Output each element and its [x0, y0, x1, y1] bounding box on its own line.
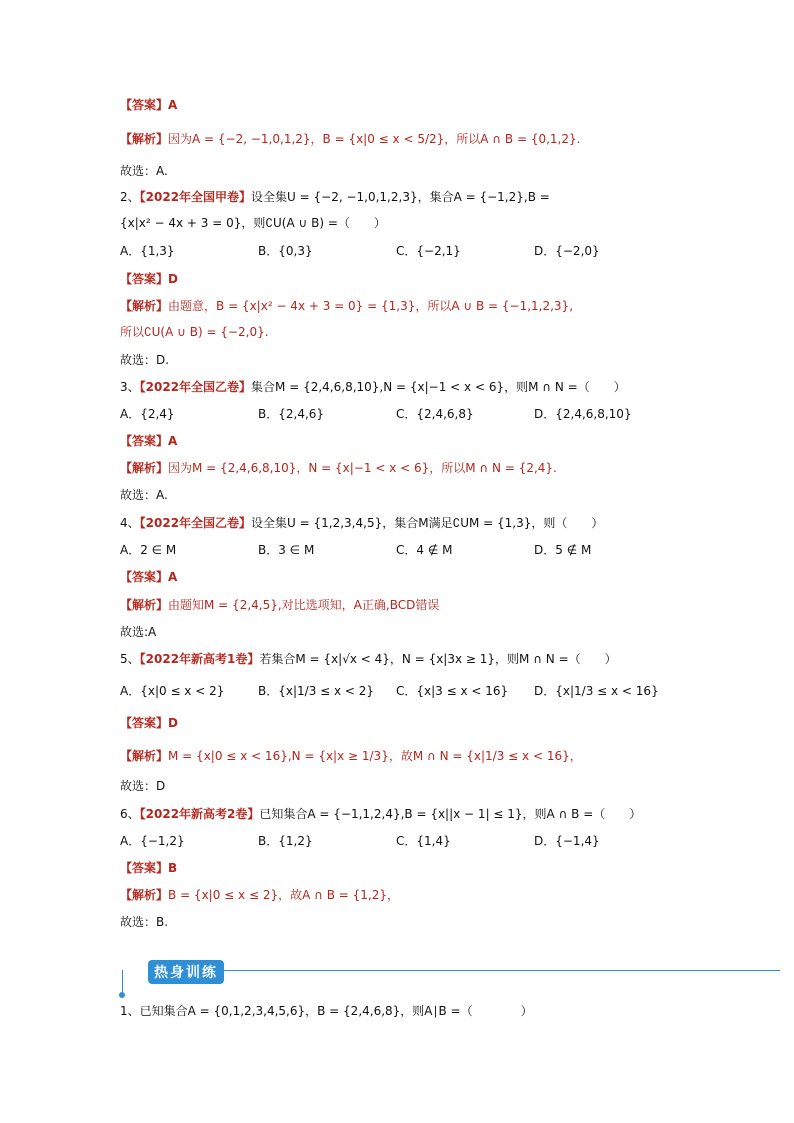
- text-line-l26: [120, 805, 641, 823]
- text-segment: 由题意，B = {x|x² − 4x + 3 = 0} = {1,3}，所以A ∪ B = {−1,1,2,3},: [168, 299, 574, 313]
- text-segment: 故选：A.: [120, 488, 168, 502]
- section-marker-line: [122, 970, 123, 994]
- text-segment: {x|x² − 4x + 3 = 0}，则∁U(A ∪ B) =（ ）: [120, 216, 386, 230]
- text-line-l21: [120, 650, 617, 668]
- option-c: C．{2,4,6,8}: [396, 407, 474, 421]
- text-line-l23: [120, 714, 178, 732]
- text-segment: 故选：D.: [120, 353, 170, 367]
- text-segment: 3、: [120, 380, 140, 394]
- label-tag: 【答案】A: [120, 434, 178, 448]
- label-tag: 【解析】: [120, 598, 169, 612]
- text-line-l7: [120, 270, 178, 288]
- text-segment: 故选：B.: [120, 915, 169, 929]
- option-d: D．{x|1/3 ≤ x < 16}: [534, 684, 659, 698]
- text-line-l24: [120, 747, 582, 765]
- text-segment: 设全集U = {1,2,3,4,5}，集合M满足∁UM = {1,3}，则（ ）: [251, 516, 604, 530]
- label-tag: 【解析】: [120, 132, 169, 146]
- text-line-l10: [120, 351, 169, 369]
- options-q6: [120, 832, 780, 850]
- label-tag: 【答案】D: [120, 716, 178, 730]
- text-line-l14: [120, 459, 557, 477]
- text-segment: 故选：A.: [120, 164, 168, 178]
- option-a: A．{1,3}: [120, 244, 175, 258]
- text-segment: 因为A = {−2, −1,0,1,2}，B = {x|0 ≤ x < 5/2}，所以A ∩ B = {0,1,2}.: [168, 132, 581, 146]
- text-line-l30: [120, 913, 168, 931]
- text-segment: 因为M = {2,4,6,8,10}，N = {x|−1 < x < 6}，所以M ∩ N = {2,4}.: [168, 461, 557, 475]
- option-d: D．{−2,0}: [534, 244, 600, 258]
- text-line-l16: [120, 514, 603, 532]
- text-segment: B = {x|0 ≤ x ≤ 2}，故A ∩ B = {1,2}，: [168, 888, 399, 902]
- label-tag: 【解析】: [120, 749, 169, 763]
- option-a: A．{2,4}: [120, 407, 175, 421]
- text-line-l2: [120, 130, 580, 148]
- section-header: [120, 960, 780, 1000]
- label-tag: 【答案】B: [120, 861, 178, 875]
- option-b: B．{0,3}: [258, 244, 313, 258]
- option-d: D．{−1,4}: [534, 834, 600, 848]
- label-tag: 【2022年全国乙卷】: [139, 516, 252, 530]
- option-b: B．3 ∈ M: [258, 543, 315, 557]
- label-tag: 【答案】D: [120, 272, 178, 286]
- option-d: D．5 ∉ M: [534, 543, 592, 557]
- text-segment: M = {x|0 ≤ x < 16},N = {x|x ≥ 1/3}，故M ∩ N = {x|1/3 ≤ x < 16}，: [168, 749, 582, 763]
- text-segment: 6、: [120, 807, 140, 821]
- label-tag: 【答案】A: [120, 570, 178, 584]
- text-segment: 所以∁U(A ∪ B) = {−2,0}.: [120, 325, 269, 339]
- text-segment: 故选:A: [120, 625, 157, 639]
- text-line-l13: [120, 432, 177, 450]
- options-q2: [120, 242, 780, 260]
- section-divider: [150, 970, 780, 971]
- option-d: D．{2,4,6,8,10}: [534, 407, 632, 421]
- option-b: B．{x|1/3 ≤ x < 2}: [258, 684, 375, 698]
- section-marker-dot: [119, 992, 125, 998]
- text-segment: 由题知M = {2,4,5},对比选项知，A正确,BCD错误: [168, 598, 440, 612]
- text-line-l29: [120, 886, 399, 904]
- text-line-l28: [120, 859, 177, 877]
- option-a: A．2 ∈ M: [120, 543, 177, 557]
- text-line-l15: [120, 486, 168, 504]
- text-line-l11: [120, 378, 626, 396]
- options-q5: [120, 682, 780, 700]
- text-line-l4: [120, 188, 550, 206]
- label-tag: 【2022年新高考2卷】: [139, 807, 260, 821]
- text-line-l18: [120, 568, 177, 586]
- text-line-l9: [120, 323, 269, 341]
- text-segment: 故选：D: [120, 779, 166, 793]
- text-line-l20: [120, 623, 156, 641]
- label-tag: 【解析】: [120, 461, 169, 475]
- options-q4: [120, 541, 780, 559]
- text-line-l19: [120, 596, 439, 614]
- label-tag: 【2022年全国甲卷】: [139, 190, 252, 204]
- option-b: B．{2,4,6}: [258, 407, 325, 421]
- label-tag: 【答案】A: [120, 98, 178, 112]
- text-line-l1: [120, 96, 177, 114]
- label-tag: 【解析】: [120, 888, 169, 902]
- text-line-l8: [120, 297, 573, 315]
- text-line-l31: [120, 1002, 533, 1020]
- text-segment: 若集合M = {x|√x < 4}，N = {x|3x ≥ 1}，则M ∩ N =（ ）: [259, 652, 617, 666]
- section-title: 热身训练: [148, 960, 224, 984]
- text-line-l25: [120, 777, 165, 795]
- text-segment: 5、: [120, 652, 140, 666]
- label-tag: 【2022年全国乙卷】: [139, 380, 252, 394]
- option-b: B．{1,2}: [258, 834, 313, 848]
- option-c: C．{−2,1}: [396, 244, 461, 258]
- option-a: A．{x|0 ≤ x < 2}: [120, 684, 225, 698]
- text-line-l3: [120, 162, 168, 180]
- option-c: C．{1,4}: [396, 834, 451, 848]
- text-segment: 已知集合A = {−1,1,2,4},B = {x||x − 1| ≤ 1}，则A ∩ B =（ ）: [259, 807, 642, 821]
- text-segment: 设全集U = {−2, −1,0,1,2,3}，集合A = {−1,2},B =: [251, 190, 550, 204]
- text-segment: 4、: [120, 516, 140, 530]
- options-q3: [120, 405, 780, 423]
- label-tag: 【解析】: [120, 299, 169, 313]
- text-segment: 1、已知集合A = {0,1,2,3,4,5,6}，B = {2,4,6,8}，则A∣B =（ ）: [120, 1004, 533, 1018]
- text-segment: 2、: [120, 190, 140, 204]
- option-a: A．{−1,2}: [120, 834, 185, 848]
- text-segment: 集合M = {2,4,6,8,10},N = {x|−1 < x < 6}，则M ∩ N =（ ）: [251, 380, 626, 394]
- option-c: C．{x|3 ≤ x < 16}: [396, 684, 509, 698]
- text-line-l5: [120, 214, 386, 232]
- option-c: C．4 ∉ M: [396, 543, 453, 557]
- label-tag: 【2022年新高考1卷】: [139, 652, 260, 666]
